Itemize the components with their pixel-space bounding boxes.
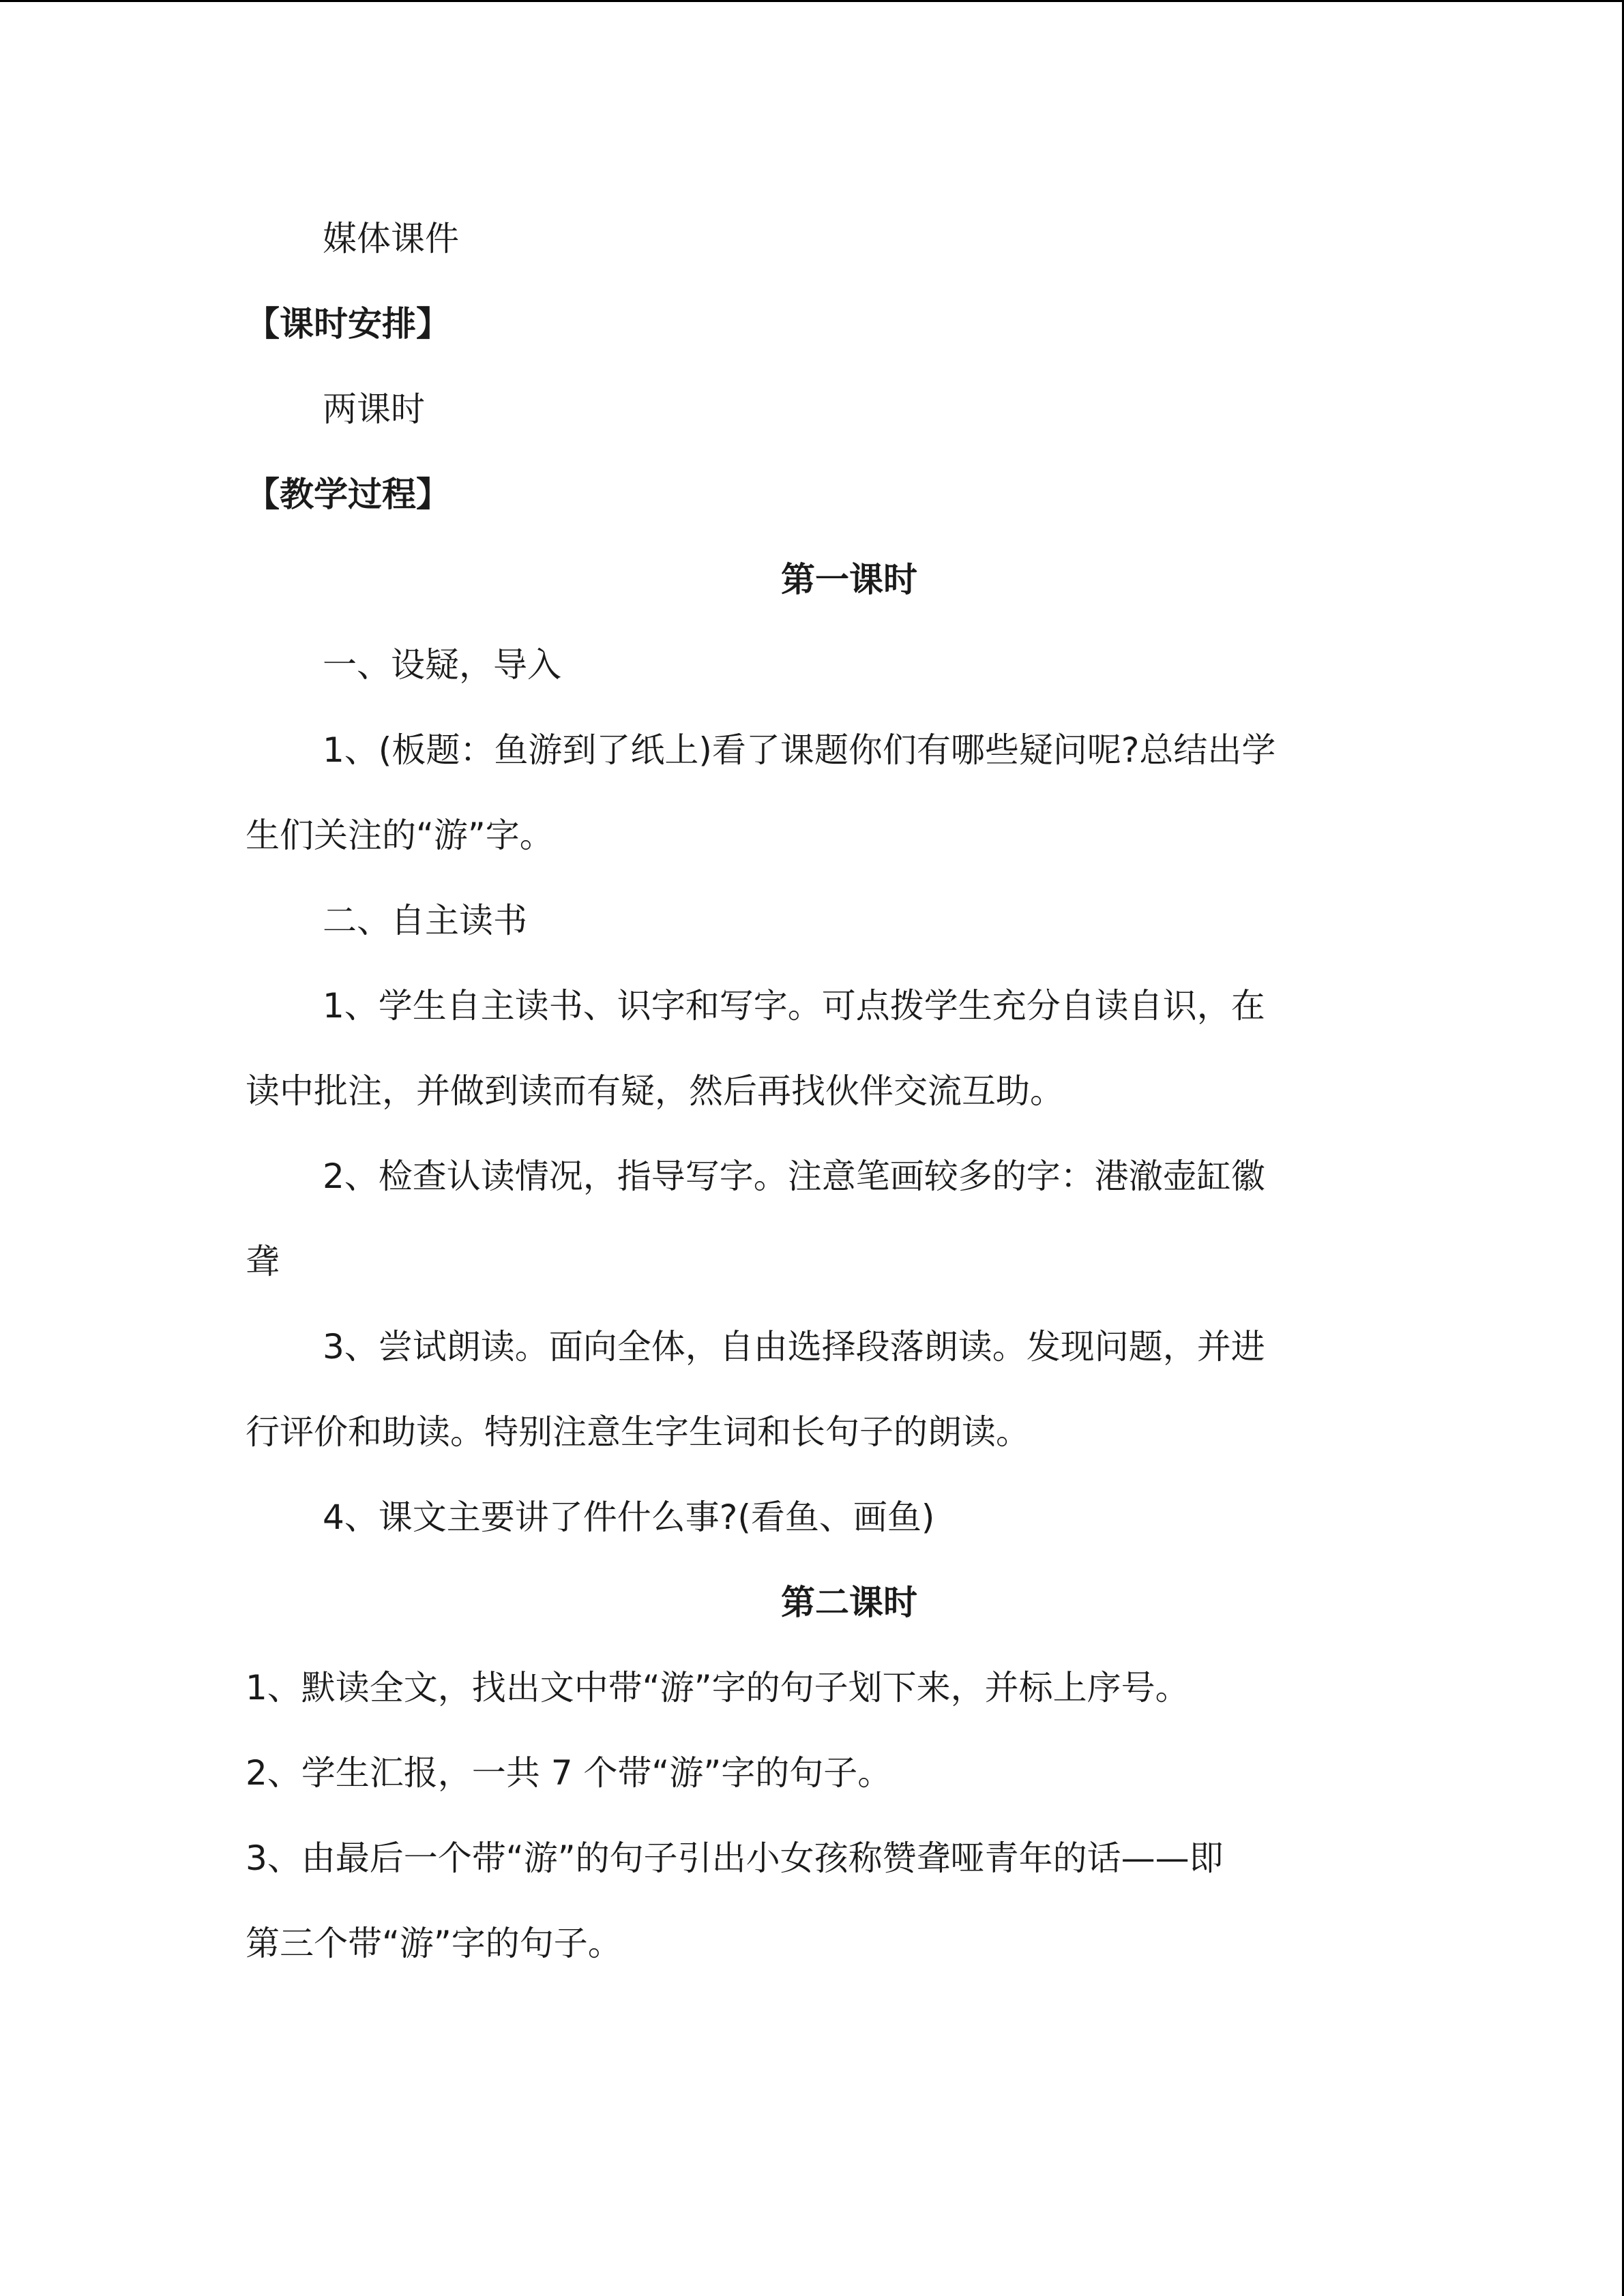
section1-heading: 一、设疑，导入 (323, 645, 561, 685)
schedule-value: 两课时 (323, 389, 425, 429)
item2-3-line1: 3、尝试朗读。面向全体，自由选择段落朗读。发现问题，并进 (323, 1327, 1265, 1367)
item2-1-line1: 1、学生自主读书、识字和写字。可点拨学生充分自读自识，在 (323, 986, 1265, 1026)
process-heading: 【教学过程】 (246, 475, 450, 514)
section2-heading: 二、自主读书 (323, 901, 527, 940)
item2-4: 4、课文主要讲了件什么事?(看鱼、画鱼) (323, 1497, 935, 1537)
item2-2-line2: 聋 (246, 1242, 280, 1281)
item2-2-line1: 2、检查认读情况，指导写字。注意笔画较多的字：港澈壶缸徽 (323, 1157, 1265, 1196)
lesson2-item2: 2、学生汇报，一共 7 个带“游”字的句子。 (246, 1753, 892, 1793)
lesson2-title: 第二课时 (781, 1583, 917, 1622)
page-top-border (0, 0, 1624, 2)
materials-text: 媒体课件 (323, 219, 459, 258)
lesson1-title: 第一课时 (781, 560, 917, 599)
lesson2-item3-line1: 3、由最后一个带“游”的句子引出小女孩称赞聋哑青年的话——即 (246, 1838, 1224, 1878)
schedule-heading: 【课时安排】 (246, 304, 450, 344)
lesson2-item1: 1、默读全文，找出文中带“游”字的句子划下来，并标上序号。 (246, 1668, 1190, 1708)
item1-line2: 生们关注的“游”字。 (246, 816, 554, 855)
lesson2-item3-line2: 第三个带“游”字的句子。 (246, 1924, 622, 1963)
item1-line1: 1、(板题：鱼游到了纸上)看了课题你们有哪些疑问呢?总结出学 (323, 730, 1276, 770)
item2-1-line2: 读中批注，并做到读而有疑，然后再找伙伴交流互助。 (246, 1071, 1064, 1111)
item2-3-line2: 行评价和助读。特别注意生字生词和长句子的朗读。 (246, 1412, 1030, 1452)
